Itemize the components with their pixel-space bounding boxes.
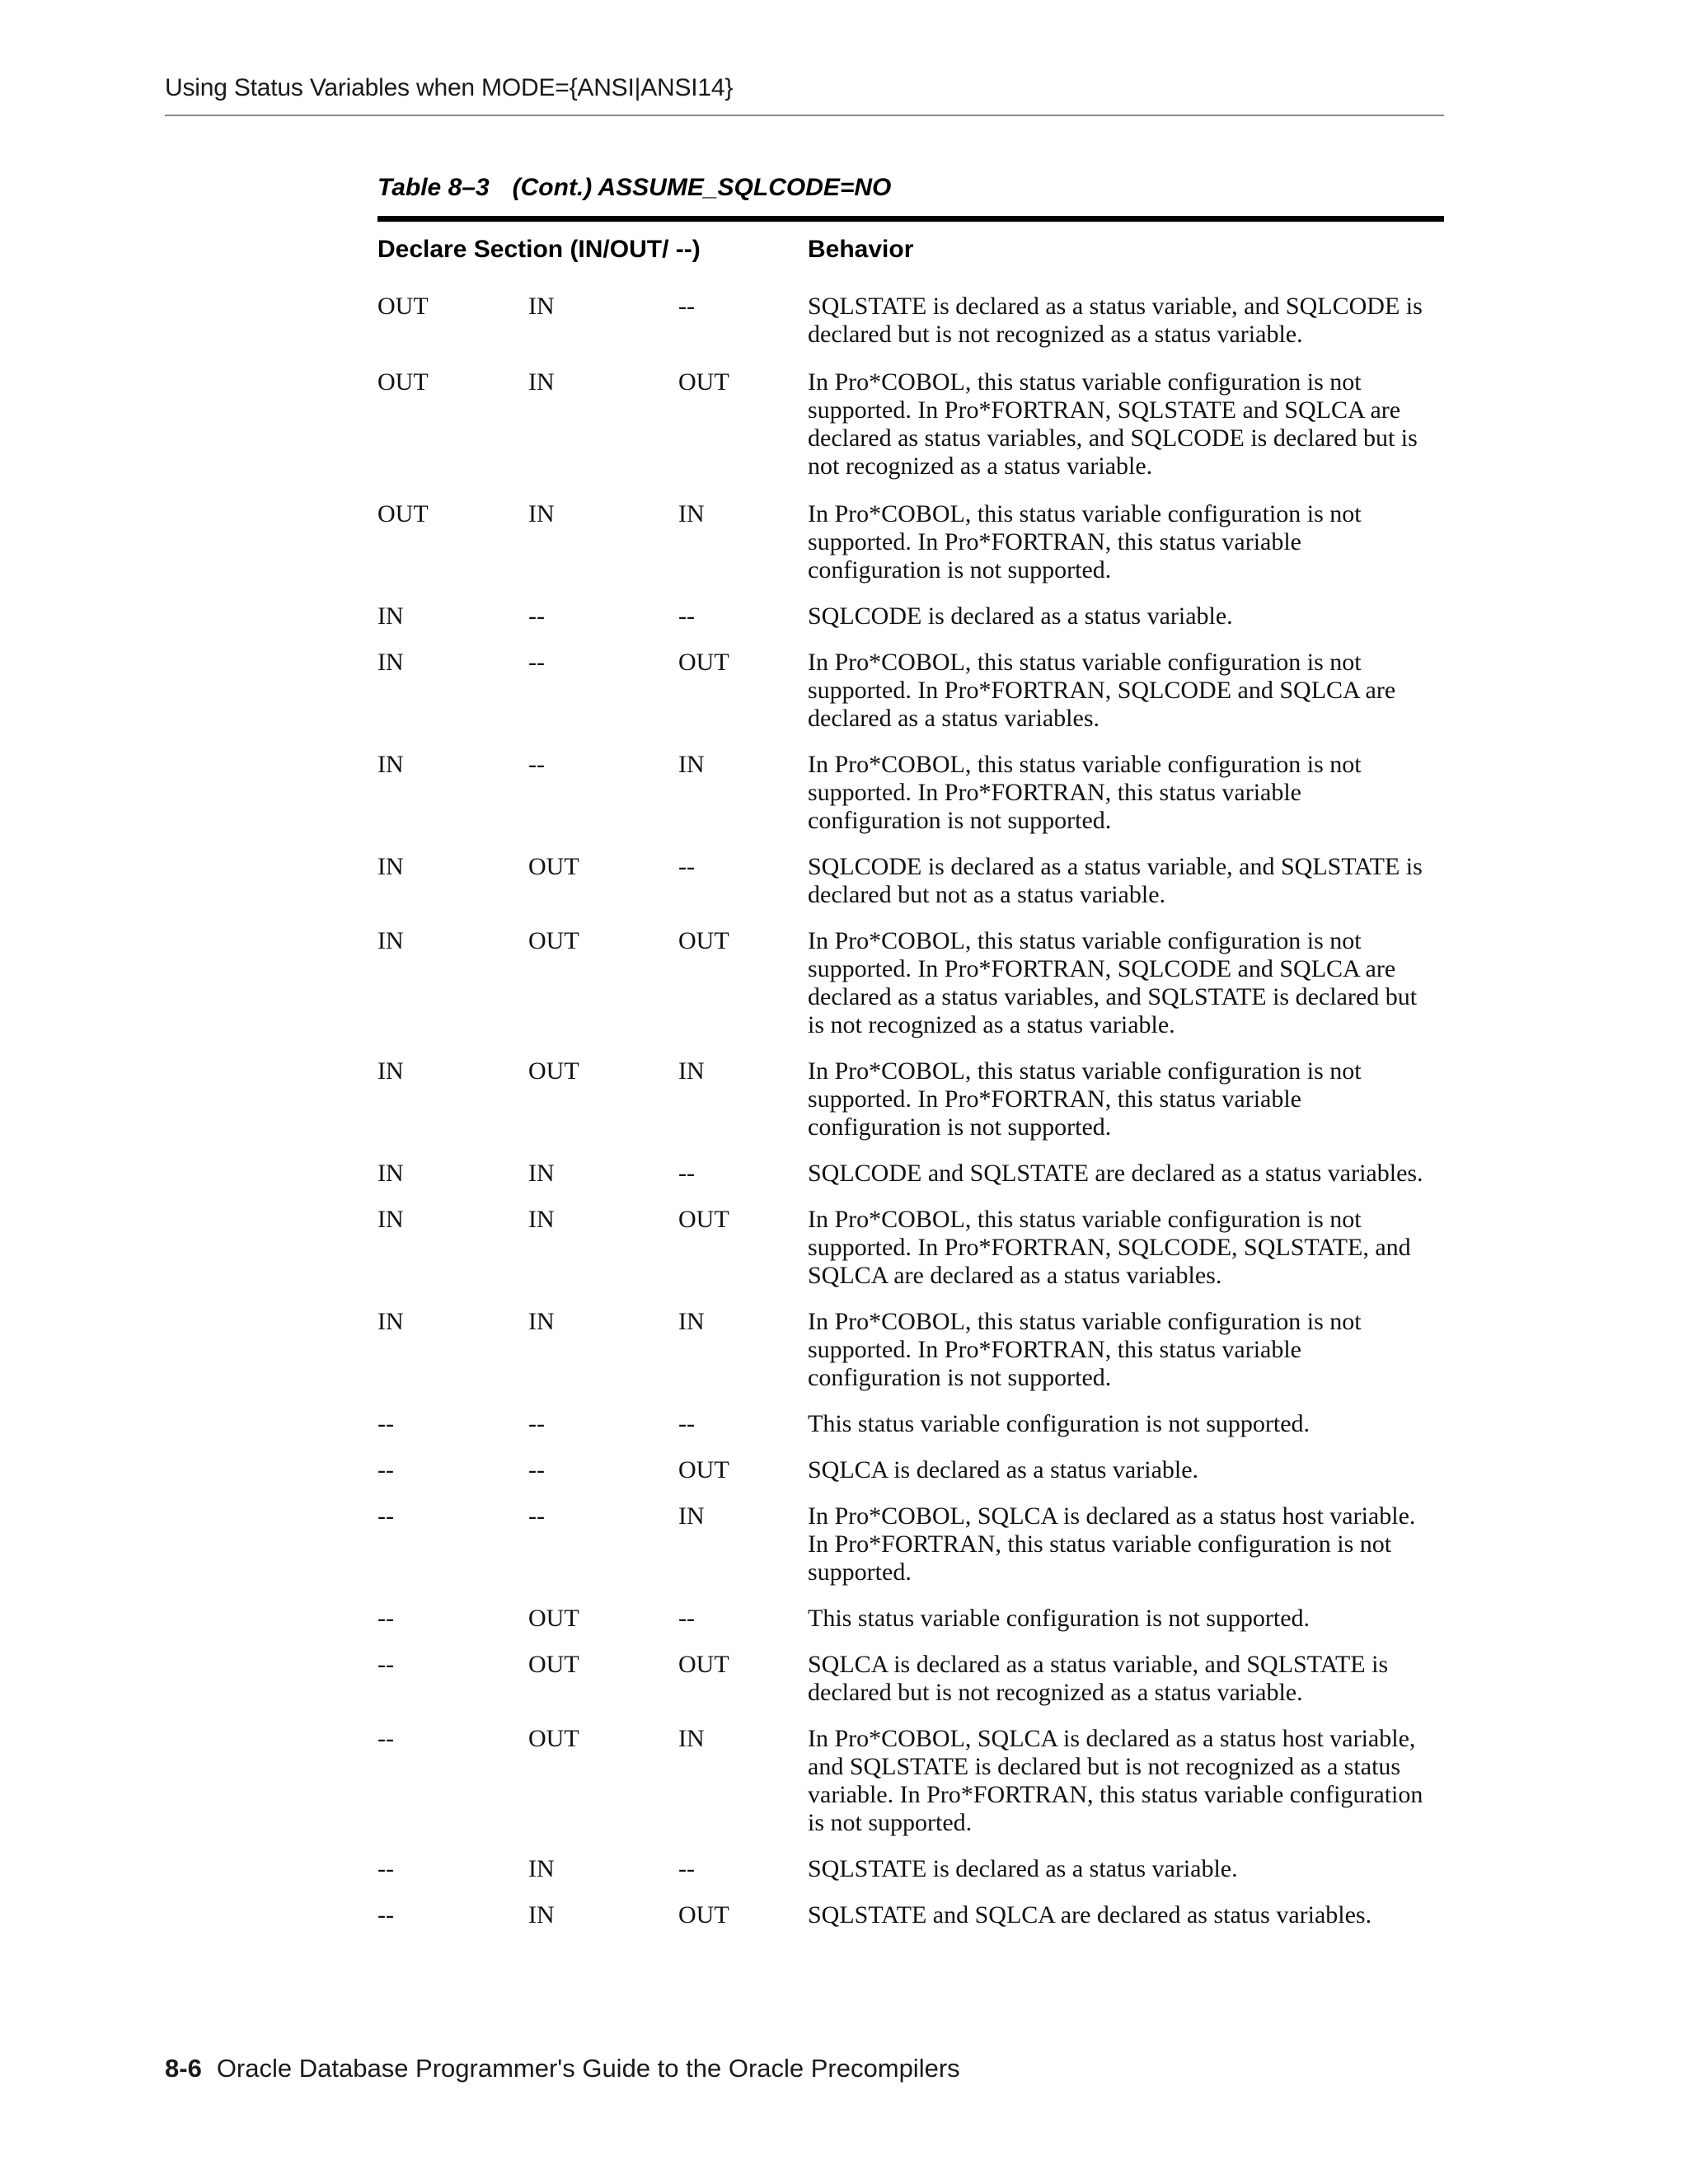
table-caption	[377, 174, 891, 202]
declare-col-1-cell: IN	[377, 751, 404, 778]
declare-col-3-cell: OUT	[678, 1901, 729, 1929]
declare-col-1-cell: IN	[377, 602, 404, 630]
declare-col-1-cell: IN	[377, 927, 404, 954]
table-row	[377, 1725, 1444, 1837]
declare-col-3-cell: --	[678, 602, 695, 630]
table-caption-label: Table 8–3	[377, 174, 490, 201]
declare-col-2-cell: OUT	[528, 1605, 579, 1632]
table-row	[377, 368, 1444, 480]
table-row	[377, 1901, 1444, 1929]
behavior-cell: In Pro*COBOL, this status variable configuration is not supported. In Pro*FORTRAN, this status variable configuration is not supported.	[808, 500, 1362, 583]
behavior-cell: SQLCA is declared as a status variable, and SQLSTATE is declared but is not recognized as a status variable.	[808, 1651, 1389, 1706]
declare-col-1-cell: --	[377, 1725, 394, 1752]
declare-col-3-cell: --	[678, 1160, 695, 1187]
declare-col-3-cell: IN	[678, 1057, 705, 1085]
table-row	[377, 1057, 1444, 1141]
declare-col-1-cell: OUT	[377, 293, 429, 320]
declare-col-3-cell: OUT	[678, 649, 729, 676]
declare-col-2-cell: OUT	[528, 927, 579, 954]
running-head: Using Status Variables when MODE={ANSI|ANSI14}	[165, 74, 734, 101]
table-row	[377, 1456, 1444, 1484]
behavior-cell: In Pro*COBOL, this status variable configuration is not supported. In Pro*FORTRAN, this status variable configuration is not supported.	[808, 1308, 1362, 1391]
table-row	[377, 853, 1444, 909]
table-caption-title: (Cont.) ASSUME_SQLCODE=NO	[512, 174, 892, 201]
declare-col-1-cell: --	[377, 1605, 394, 1632]
behavior-cell: In Pro*COBOL, this status variable configuration is not supported. In Pro*FORTRAN, this status variable configuration is not supported.	[808, 1057, 1362, 1141]
declare-col-3-cell: --	[678, 293, 695, 320]
declare-col-3-cell: OUT	[678, 1456, 729, 1483]
declare-col-2-cell: OUT	[528, 1057, 579, 1085]
behavior-cell: In Pro*COBOL, this status variable configuration is not supported. In Pro*FORTRAN, SQLSTATE and SQLCA are declared as status variables, and SQLCODE is declared but is not recognized as a status variable.	[808, 368, 1418, 480]
page-number: 8-6	[165, 2054, 202, 2083]
table-row	[377, 500, 1444, 584]
declare-col-2-cell: OUT	[528, 853, 579, 880]
declare-col-2-cell: IN	[528, 1206, 555, 1233]
behavior-cell: SQLSTATE is declared as a status variable.	[808, 1855, 1238, 1882]
declare-col-2-cell: OUT	[528, 1651, 579, 1678]
declare-col-2-cell: --	[528, 1502, 545, 1530]
declare-col-2-cell: IN	[528, 368, 555, 396]
declare-col-3-cell: OUT	[678, 1206, 729, 1233]
table-row	[377, 1605, 1444, 1633]
declare-col-3-cell: --	[678, 1410, 695, 1437]
table-row	[377, 602, 1444, 630]
table-row	[377, 1651, 1444, 1707]
header-rule	[165, 115, 1444, 116]
declare-col-1-cell: IN	[377, 1308, 404, 1335]
behavior-cell: SQLCODE is declared as a status variable, and SQLSTATE is declared but not as a status variable.	[808, 853, 1423, 908]
declare-col-1-cell: IN	[377, 1160, 404, 1187]
table-row	[377, 293, 1444, 349]
behavior-cell: SQLCODE and SQLSTATE are declared as a status variables.	[808, 1160, 1423, 1187]
declare-col-2-cell: --	[528, 1410, 545, 1437]
table-row	[377, 1160, 1444, 1188]
behavior-cell: In Pro*COBOL, SQLCA is declared as a status host variable. In Pro*FORTRAN, this status variable configuration is not supported.	[808, 1502, 1416, 1586]
declare-col-2-cell: --	[528, 602, 545, 630]
declare-col-2-cell: --	[528, 1456, 545, 1483]
declare-col-1-cell: IN	[377, 649, 404, 676]
declare-col-2-cell: IN	[528, 1160, 555, 1187]
declare-col-1-cell: IN	[377, 1206, 404, 1233]
table-row	[377, 1502, 1444, 1586]
declare-col-1-cell: --	[377, 1855, 394, 1882]
declare-col-3-cell: IN	[678, 500, 705, 527]
book-title: Oracle Database Programmer's Guide to the Oracle Precompilers	[216, 2054, 960, 2083]
declare-col-3-cell: OUT	[678, 927, 729, 954]
declare-col-1-cell: IN	[377, 853, 404, 880]
declare-col-2-cell: --	[528, 649, 545, 676]
declare-col-3-cell: --	[678, 853, 695, 880]
declare-col-1-cell: --	[377, 1901, 394, 1929]
declare-col-1-cell: OUT	[377, 368, 429, 396]
table-row	[377, 1308, 1444, 1392]
declare-col-3-cell: --	[678, 1855, 695, 1882]
declare-col-1-cell: --	[377, 1410, 394, 1437]
behavior-cell: In Pro*COBOL, this status variable configuration is not supported. In Pro*FORTRAN, SQLCODE and SQLCA are declared as a status variables, and SQLSTATE is declared but is not recognized as a status variable.	[808, 927, 1418, 1038]
behavior-cell: In Pro*COBOL, this status variable configuration is not supported. In Pro*FORTRAN, SQLCODE, SQLSTATE, and SQLCA are declared as a status variables.	[808, 1206, 1411, 1289]
declare-col-3-cell: IN	[678, 751, 705, 778]
table-row	[377, 927, 1444, 1039]
behavior-cell: SQLCODE is declared as a status variable.	[808, 602, 1233, 630]
table-row	[377, 1410, 1444, 1438]
declare-col-2-cell: IN	[528, 1308, 555, 1335]
behavior-cell: SQLSTATE is declared as a status variable, and SQLCODE is declared but is not recognized as a status variable.	[808, 293, 1423, 348]
table-row	[377, 1855, 1444, 1883]
declare-col-1-cell: OUT	[377, 500, 429, 527]
declare-col-3-cell: IN	[678, 1308, 705, 1335]
declare-col-3-cell: OUT	[678, 368, 729, 396]
declare-col-3-cell: --	[678, 1605, 695, 1632]
declare-col-2-cell: OUT	[528, 1725, 579, 1752]
table-row	[377, 1206, 1444, 1290]
table-row	[377, 751, 1444, 835]
declare-col-1-cell: --	[377, 1651, 394, 1678]
behavior-cell: This status variable configuration is not supported.	[808, 1410, 1311, 1437]
declare-col-1-cell: --	[377, 1502, 394, 1530]
declare-col-3-cell: IN	[678, 1502, 705, 1530]
behavior-cell: In Pro*COBOL, this status variable configuration is not supported. In Pro*FORTRAN, SQLCODE and SQLCA are declared as a status variables.	[808, 649, 1396, 732]
table-body	[377, 293, 1444, 1929]
column-header-declare-section: Declare Section (IN/OUT/ --)	[377, 236, 701, 263]
column-header-behavior: Behavior	[808, 236, 914, 263]
declare-col-2-cell: IN	[528, 1855, 555, 1882]
declare-col-3-cell: OUT	[678, 1651, 729, 1678]
table-row	[377, 649, 1444, 733]
status-variable-table	[377, 216, 1444, 1929]
table-header-row	[377, 222, 1444, 279]
behavior-cell: SQLSTATE and SQLCA are declared as status variables.	[808, 1901, 1372, 1929]
behavior-cell: SQLCA is declared as a status variable.	[808, 1456, 1199, 1483]
declare-col-2-cell: IN	[528, 293, 555, 320]
behavior-cell: In Pro*COBOL, this status variable configuration is not supported. In Pro*FORTRAN, this status variable configuration is not supported.	[808, 751, 1362, 834]
page-footer	[165, 2054, 960, 2083]
declare-col-1-cell: IN	[377, 1057, 404, 1085]
behavior-cell: This status variable configuration is not supported.	[808, 1605, 1311, 1632]
declare-col-2-cell: IN	[528, 500, 555, 527]
declare-col-1-cell: --	[377, 1456, 394, 1483]
declare-col-2-cell: IN	[528, 1901, 555, 1929]
table-top-rule	[377, 216, 1444, 222]
behavior-cell: In Pro*COBOL, SQLCA is declared as a status host variable, and SQLSTATE is declared but is not recognized as a status variable. In Pro*FORTRAN, this status variable configuration is not supported.	[808, 1725, 1423, 1836]
declare-col-2-cell: --	[528, 751, 545, 778]
declare-col-3-cell: IN	[678, 1725, 705, 1752]
